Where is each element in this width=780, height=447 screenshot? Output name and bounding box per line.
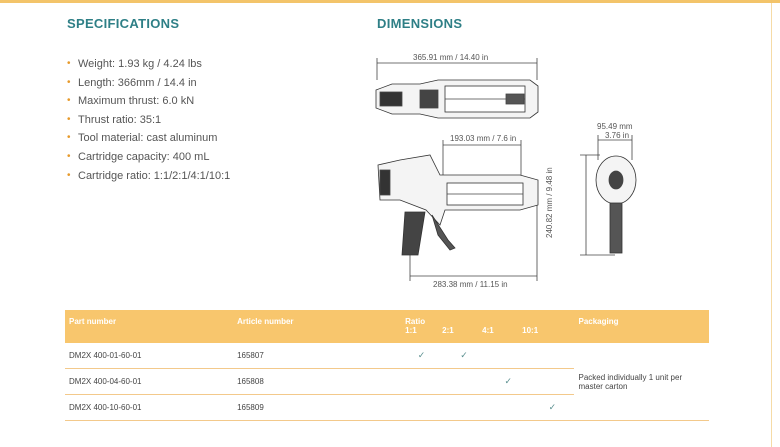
parts-table — [65, 310, 709, 421]
spec-tool-material: • Tool material: cast aluminum — [67, 129, 230, 148]
spec-weight: • Weight: 1.93 kg / 4.24 lbs — [67, 55, 230, 74]
ratio-check — [530, 343, 574, 369]
ratio-heading: Ratio — [405, 317, 426, 326]
article-number-cell: 165809 — [237, 403, 264, 412]
spec-max-thrust: • Maximum thrust: 6.0 kN — [67, 92, 230, 111]
right-rule — [771, 0, 772, 447]
col-part-number: Part number — [69, 317, 117, 326]
spec-cartridge-ratio: • Cartridge ratio: 1:1/2:1/4:1/10:1 — [67, 167, 230, 186]
spec-cartridge-capacity: • Cartridge capacity: 400 mL — [67, 148, 230, 167]
ratio-check — [401, 369, 442, 395]
ratio-check — [401, 395, 442, 421]
col-article-number: Article number — [237, 317, 294, 326]
base-length-label: 283.38 mm / 11.15 in — [433, 280, 508, 289]
specifications-list — [67, 55, 230, 185]
front-view-gun-icon — [596, 156, 636, 253]
table-row — [65, 343, 709, 369]
table-header-row — [65, 310, 709, 343]
article-number-cell: 165808 — [237, 377, 264, 386]
ratio-check: ✓ — [460, 350, 468, 360]
spec-thrust-ratio: • Thrust ratio: 35:1 — [67, 111, 230, 130]
part-number-cell: DM2X 400-01-60-01 — [69, 351, 142, 360]
ratio-check — [442, 395, 486, 421]
packaging-cell: Packed individually 1 unit per master carton — [578, 372, 683, 391]
ratio-check: ✓ — [504, 376, 512, 386]
top-view-gun-icon — [376, 80, 538, 118]
col-packaging: Packaging — [578, 317, 619, 326]
ratio-check — [486, 395, 530, 421]
article-number-cell: 165807 — [237, 351, 264, 360]
height-label: 240.82 mm / 9.48 in — [545, 167, 554, 238]
col-ratio — [401, 310, 574, 343]
width-mm-label: 95.49 mm — [597, 122, 633, 131]
part-number-cell: DM2X 400-04-60-01 — [69, 377, 142, 386]
top-rule — [0, 0, 780, 3]
ratio-10-1: 10:1 — [522, 326, 539, 335]
overall-length-label: 365.91 mm / 14.40 in — [413, 53, 489, 62]
ratio-check — [442, 369, 486, 395]
ratio-1-1: 1:1 — [405, 326, 417, 335]
ratio-check — [486, 343, 530, 369]
spec-length: • Length: 366mm / 14.4 in — [67, 74, 230, 93]
ratio-4-1: 4:1 — [482, 326, 494, 335]
side-view-gun-icon — [378, 155, 538, 255]
ratio-2-1: 2:1 — [442, 326, 454, 335]
ratio-check: ✓ — [548, 402, 557, 412]
width-in-label: 3.76 in — [605, 131, 630, 140]
dimensions-heading: DIMENSIONS — [377, 16, 463, 31]
specifications-heading: SPECIFICATIONS — [67, 16, 180, 31]
ratio-check: ✓ — [417, 350, 426, 360]
part-number-cell: DM2X 400-10-60-01 — [69, 403, 142, 412]
barrel-length-label: 193.03 mm / 7.6 in — [450, 134, 517, 143]
ratio-check — [530, 369, 574, 395]
